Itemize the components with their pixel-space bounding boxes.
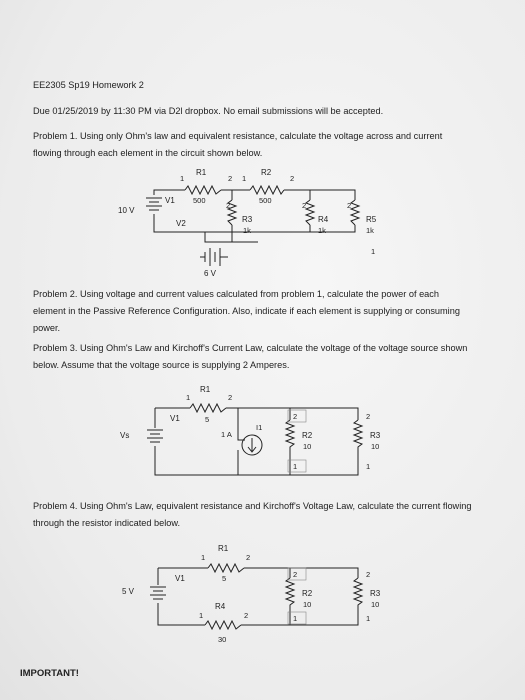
c3-r1-pin2: 2 [246,553,251,562]
c1-r3-pin: 2 [226,201,231,210]
c3-r2-name: R2 [302,589,313,598]
c1-v2-name: V2 [176,219,186,228]
c3-r2-pin2: 2 [293,570,298,579]
c1-r5-pin: 2 [347,201,352,210]
c1-r3-name: R3 [242,215,253,224]
c1-r1-value: 500 [193,196,206,205]
c2-r1-pin1: 1 [186,393,191,402]
c3-r1-value: 5 [222,574,227,583]
course-title: EE2305 Sp19 Homework 2 [33,80,144,90]
c1-r2-pin2: 2 [290,174,295,183]
problem-1-text: Problem 1. Using only Ohm's law and equivalent resistance, calculate the voltage across and current flowing through each element in the circuit shown below. [33,131,443,158]
c3-r3-name: R3 [370,589,381,598]
c1-r1-pin2: 2 [228,174,233,183]
c3-r3-pin2: 2 [366,570,371,579]
c3-r3-value: 10 [371,600,380,609]
c1-r1-pin1: 1 [180,174,185,183]
c1-v1-value: 10 V [118,206,135,215]
c1-v2-value: 6 V [204,269,217,278]
c3-v1-value: 5 V [122,587,135,596]
c2-r3-pin2: 2 [366,412,371,421]
problem-4-text: Problem 4. Using Ohm's Law, equivalent resistance and Kirchoff's Voltage Law, calculate the current flowing through the resistor indicated below. [33,501,472,528]
c1-r5-pin1: 1 [371,247,376,256]
c2-vs-name: Vs [120,431,130,440]
c3-r1-pin1: 1 [201,553,206,562]
c3-r1-name: R1 [218,544,229,553]
c1-v1-name: V1 [165,196,175,205]
c2-r2-value: 10 [303,442,312,451]
c1-r2-pin1: 1 [242,174,247,183]
c1-r5-value: 1k [366,226,374,235]
c2-r1-name: R1 [200,385,211,394]
c2-r2-pin1: 1 [293,462,298,471]
c2-r3-name: R3 [370,431,381,440]
c1-r3-value: 1k [243,226,251,235]
c1-r1-name: R1 [196,168,207,177]
c2-i1-value: 1 A [221,430,232,439]
c3-r2-value: 10 [303,600,312,609]
c3-r4-value: 30 [218,635,227,644]
important-heading: IMPORTANT! [20,668,79,679]
c2-v1-name: V1 [170,414,180,423]
c2-r3-value: 10 [371,442,380,451]
problem-2-text: Problem 2. Using voltage and current values calculated from problem 1, calculate the power of each element in the Passive Reference Configuration. Also, indicate if each element is supplying or consuming power. [33,289,460,333]
c2-i1-name: I1 [256,423,263,432]
c3-r4-pin1: 1 [199,611,204,620]
c3-r3-pin1: 1 [366,614,371,623]
c1-r2-value: 500 [259,196,272,205]
c3-r4-pin2: 2 [244,611,249,620]
c2-r2-pin2: 2 [293,412,298,421]
c1-r4-pin: 2 [302,201,307,210]
problem-3-text: Problem 3. Using Ohm's Law and Kirchoff's Current Law, calculate the voltage of the voltage source shown below. Assume that the voltage source is supplying 2 Amperes. [33,343,468,370]
c2-r2-name: R2 [302,431,313,440]
c1-r4-value: 1k [318,226,326,235]
c3-r2-pin1: 1 [293,614,298,623]
c1-r2-name: R2 [261,168,272,177]
c2-r3-pin1: 1 [366,462,371,471]
c1-r5-name: R5 [366,215,377,224]
c3-r4-name: R4 [215,602,226,611]
c3-v1-name: V1 [175,574,185,583]
due-date-line: Due 01/25/2019 by 11:30 PM via D2l dropbox. No email submissions will be accepted. [33,106,384,116]
c2-r1-pin2: 2 [228,393,233,402]
c1-r4-name: R4 [318,215,329,224]
c2-r1-value: 5 [205,415,210,424]
